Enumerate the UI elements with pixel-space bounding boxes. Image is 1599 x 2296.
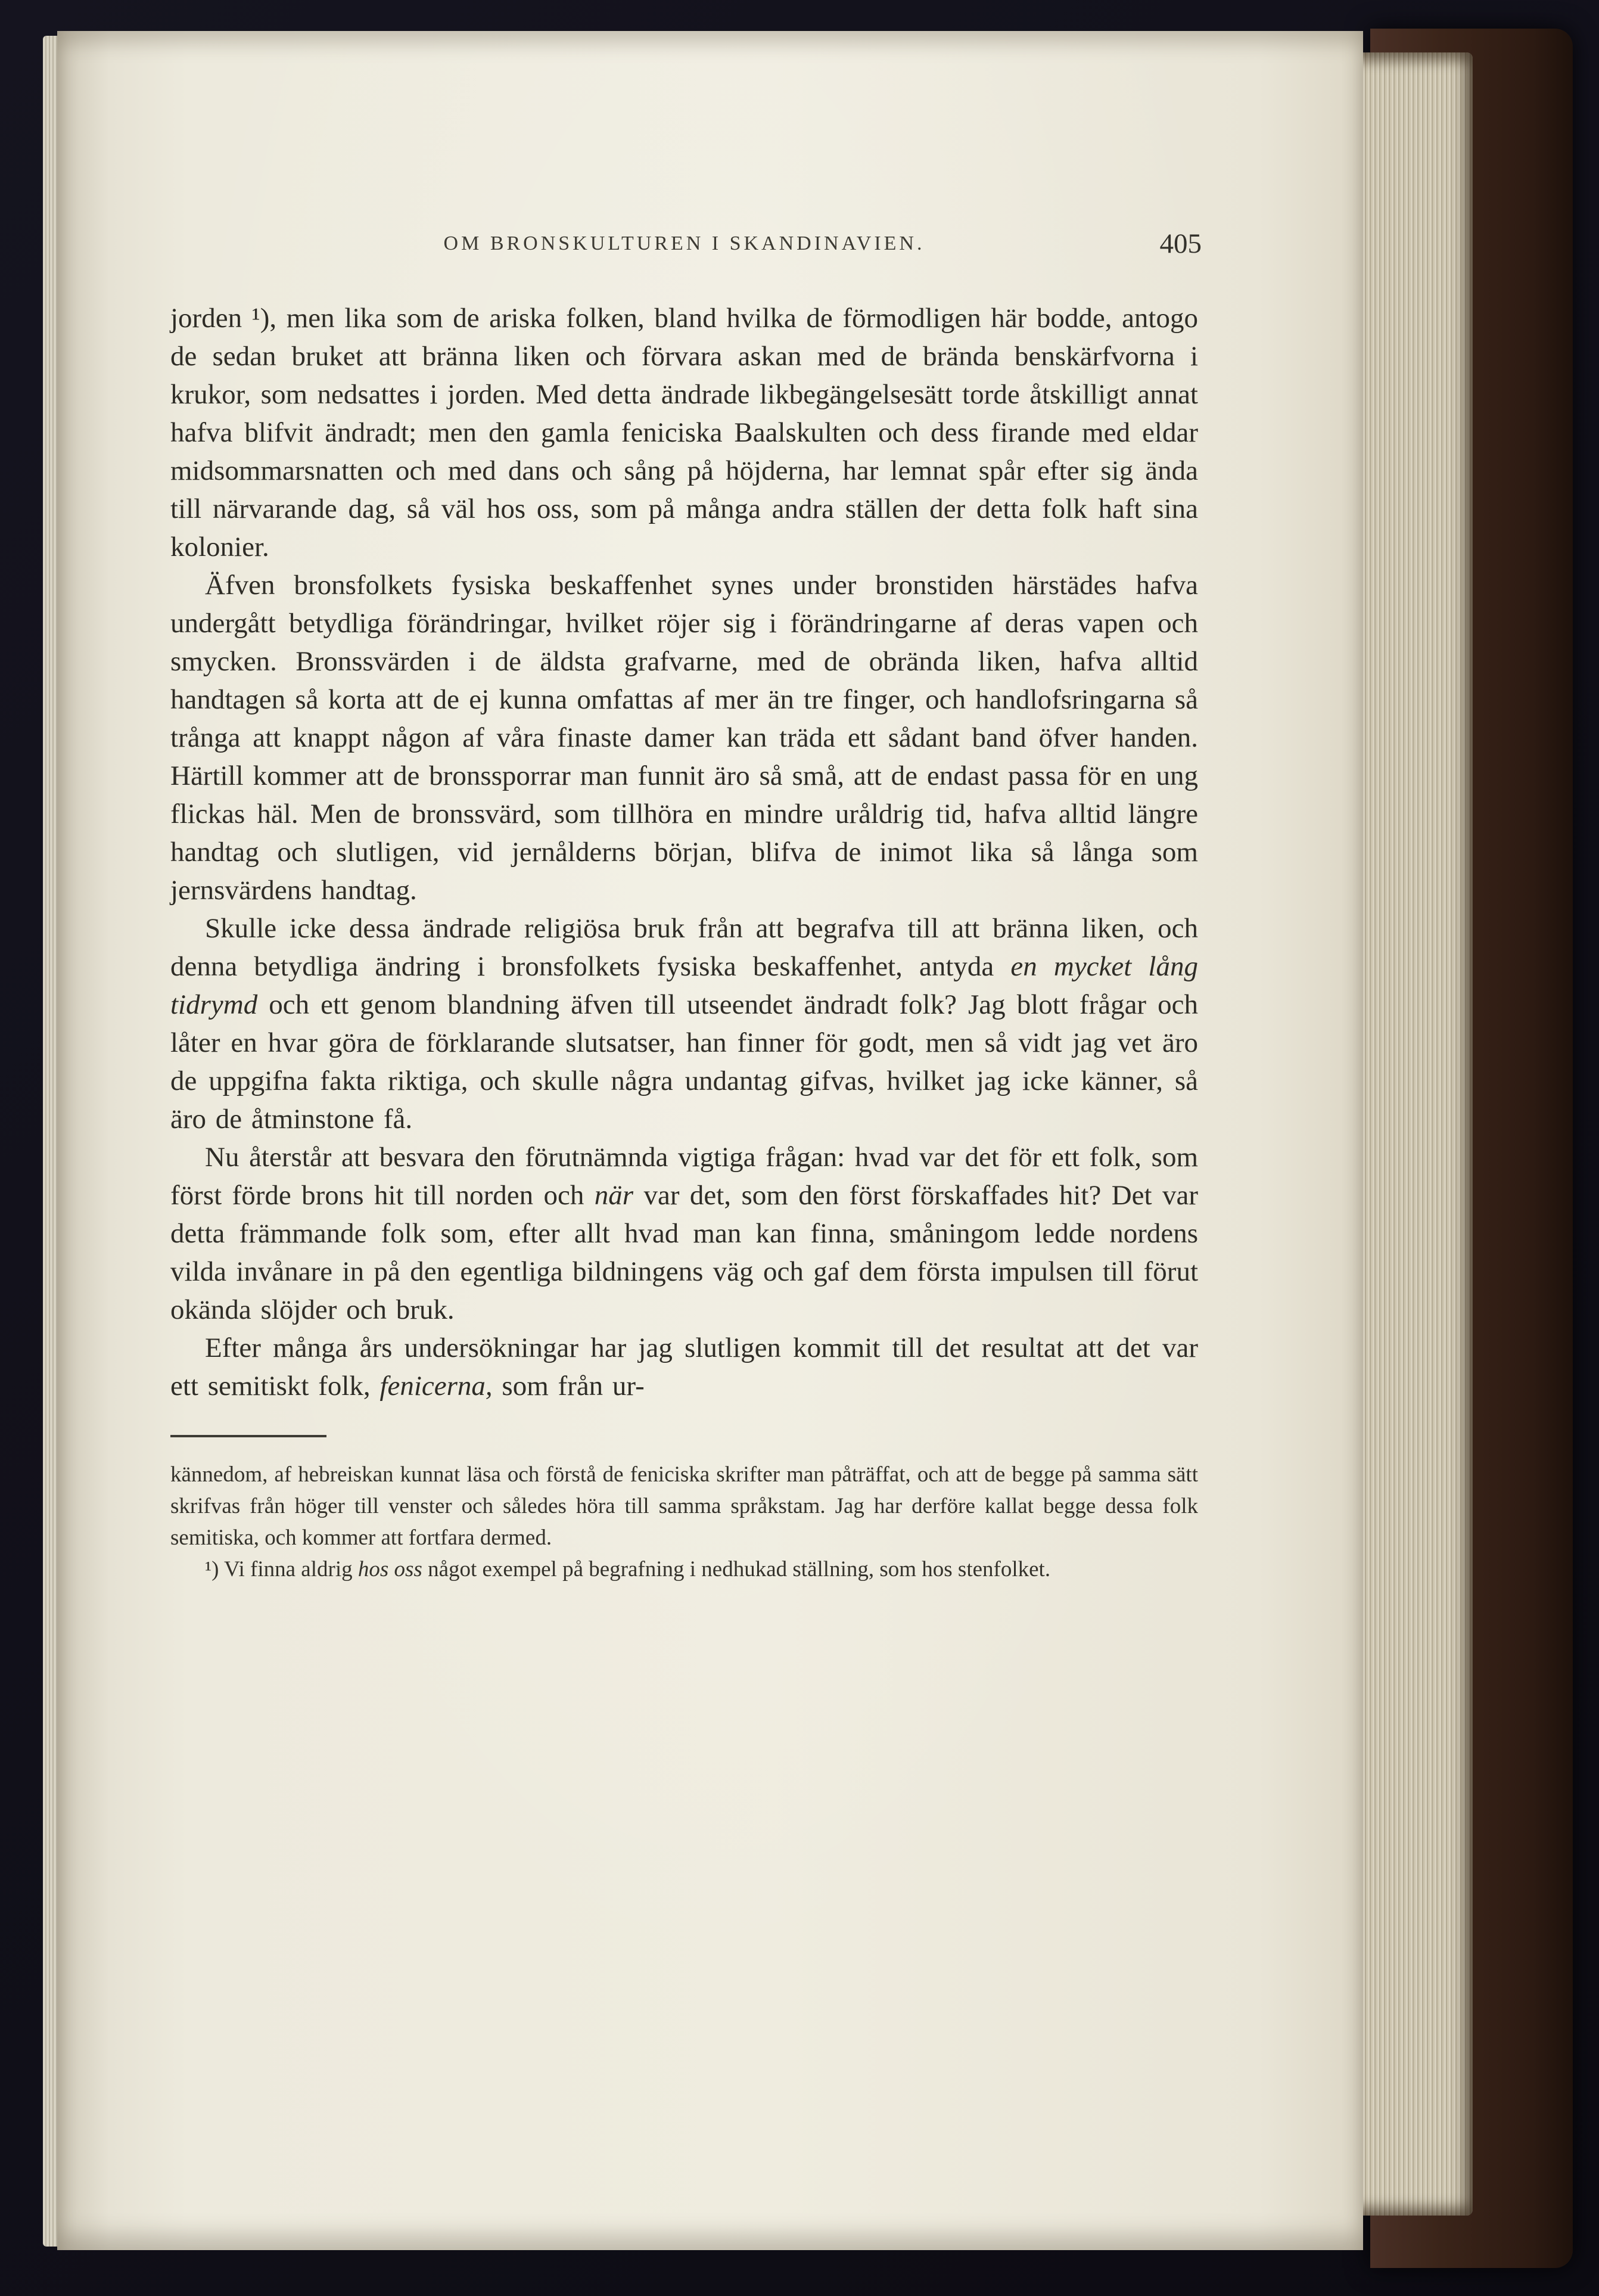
paragraph-text: och ett genom blandning äfven till utseendet ändradt folk? Jag blott frågar och låter en hvar göra de förklarande slutsatser, han finner för godt, men så vidt jag vet äro de uppgifna fakta riktiga, och skulle några undantag gifvas, hvilket jag icke känner, så äro de åtminstone få. bbox=[170, 989, 1198, 1135]
footnote-text: något exempel på begrafning i nedhukad ställning, som hos stenfolket. bbox=[422, 1557, 1051, 1582]
paragraph bbox=[170, 299, 1198, 566]
running-title: OM BRONSKULTUREN I SKANDINAVIEN. bbox=[443, 232, 925, 254]
footnote-separator bbox=[170, 1435, 326, 1437]
footnote-text: kännedom, af hebreiskan kunnat läsa och förstå de feniciska skrifter man påträffat, och att de begge på samma sätt skrifvas från höger till venster och således höra till samma språkstam. Jag har derföre kallat begge dessa folk semitiska, och kommer att fortfara dermed. bbox=[170, 1462, 1198, 1550]
footnote-text: ¹) Vi finna aldrig bbox=[205, 1557, 358, 1582]
book-page bbox=[57, 31, 1363, 2250]
paragraph bbox=[170, 1138, 1198, 1329]
footnote-1 bbox=[170, 1554, 1198, 1585]
paragraph-text: Nu återstår att besvara den förutnämnda vigtiga frågan: hvad var det för ett folk, som först förde brons hit till norden och bbox=[170, 1142, 1198, 1211]
paragraph-text-italic: fenicerna, bbox=[379, 1371, 493, 1402]
footnote-continuation bbox=[170, 1459, 1198, 1554]
page-number: 405 bbox=[1159, 228, 1202, 259]
paragraph-text: Äfven bronsfolkets fysiska beskaffenhet synes under bronstiden härstädes hafva undergått betydliga förändringar, hvilket röjer sig i förändringarne af deras vapen och smycken. Bronssvärden i de äldsta grafvarne, med de obrända liken, hafva alltid handtagen så korta att de ej kunna omfattas af mer än tre finger, och handlofsringarna så trånga att knappt någon af våra finaste damer kan träda ett sådant band öfver handen. Härtill kommer att de bronssporrar man funnit äro så små, att de endast passa för en ung flickas häl. Men de bronssvärd, som tillhöra en mindre uråldrig tid, hafva alltid längre handtag och slutligen, vid jernålderns början, blifva de inimot lika så långa som jernsvärdens handtag. bbox=[170, 570, 1198, 906]
paragraph-text-italic: en mycket lång tidrymd bbox=[170, 951, 1198, 1020]
paragraph-text-italic: när bbox=[594, 1180, 634, 1211]
footnote-text-italic: hos oss bbox=[357, 1557, 422, 1582]
page-content bbox=[170, 228, 1202, 1585]
paragraph-text: jorden ¹), men lika som de ariska folken, bland hvilka de förmodligen här bodde, antogo de sedan bruket att bränna liken och förvara askan med de brända benskärfvorna i krukor, som nedsattes i jorden. Med detta ändrade likbegängelsesätt torde åtskilligt annat hafva blifvit ändradt; men den gamla feniciska Baalskulten och dess firande med eldar midsommarsnatten och med dans och sång på höjderna, har lemnat spår efter sig ända till närvarande dag, så väl hos oss, som på många andra ställen der detta folk haft sina kolonier. bbox=[170, 303, 1198, 563]
page-fore-edge bbox=[1354, 52, 1473, 2216]
footnotes bbox=[170, 1459, 1198, 1585]
paragraph-text: Efter många års undersökningar har jag slutligen kommit till det resultat att det var ett semitiskt folk, bbox=[170, 1332, 1198, 1402]
paragraph-text: var det, som den först förskaffades hit? Det var detta främmande folk som, efter allt hvad man kan finna, småningom ledde nordens vilda invånare in på den egentliga bildningens väg och gaf dem första impulsen till förut okända slöjder och bruk. bbox=[170, 1180, 1198, 1325]
paragraph-text: som från ur- bbox=[492, 1371, 645, 1402]
body-text bbox=[170, 299, 1198, 1405]
page-header bbox=[170, 228, 1202, 263]
paragraph-text: Skulle icke dessa ändrade religiösa bruk från att begrafva till att bränna liken, och denna betydliga ändring i bronsfolkets fysiska beskaffenhet, antyda bbox=[170, 913, 1198, 982]
paragraph bbox=[170, 1329, 1198, 1405]
paragraph bbox=[170, 909, 1198, 1138]
paragraph bbox=[170, 566, 1198, 909]
